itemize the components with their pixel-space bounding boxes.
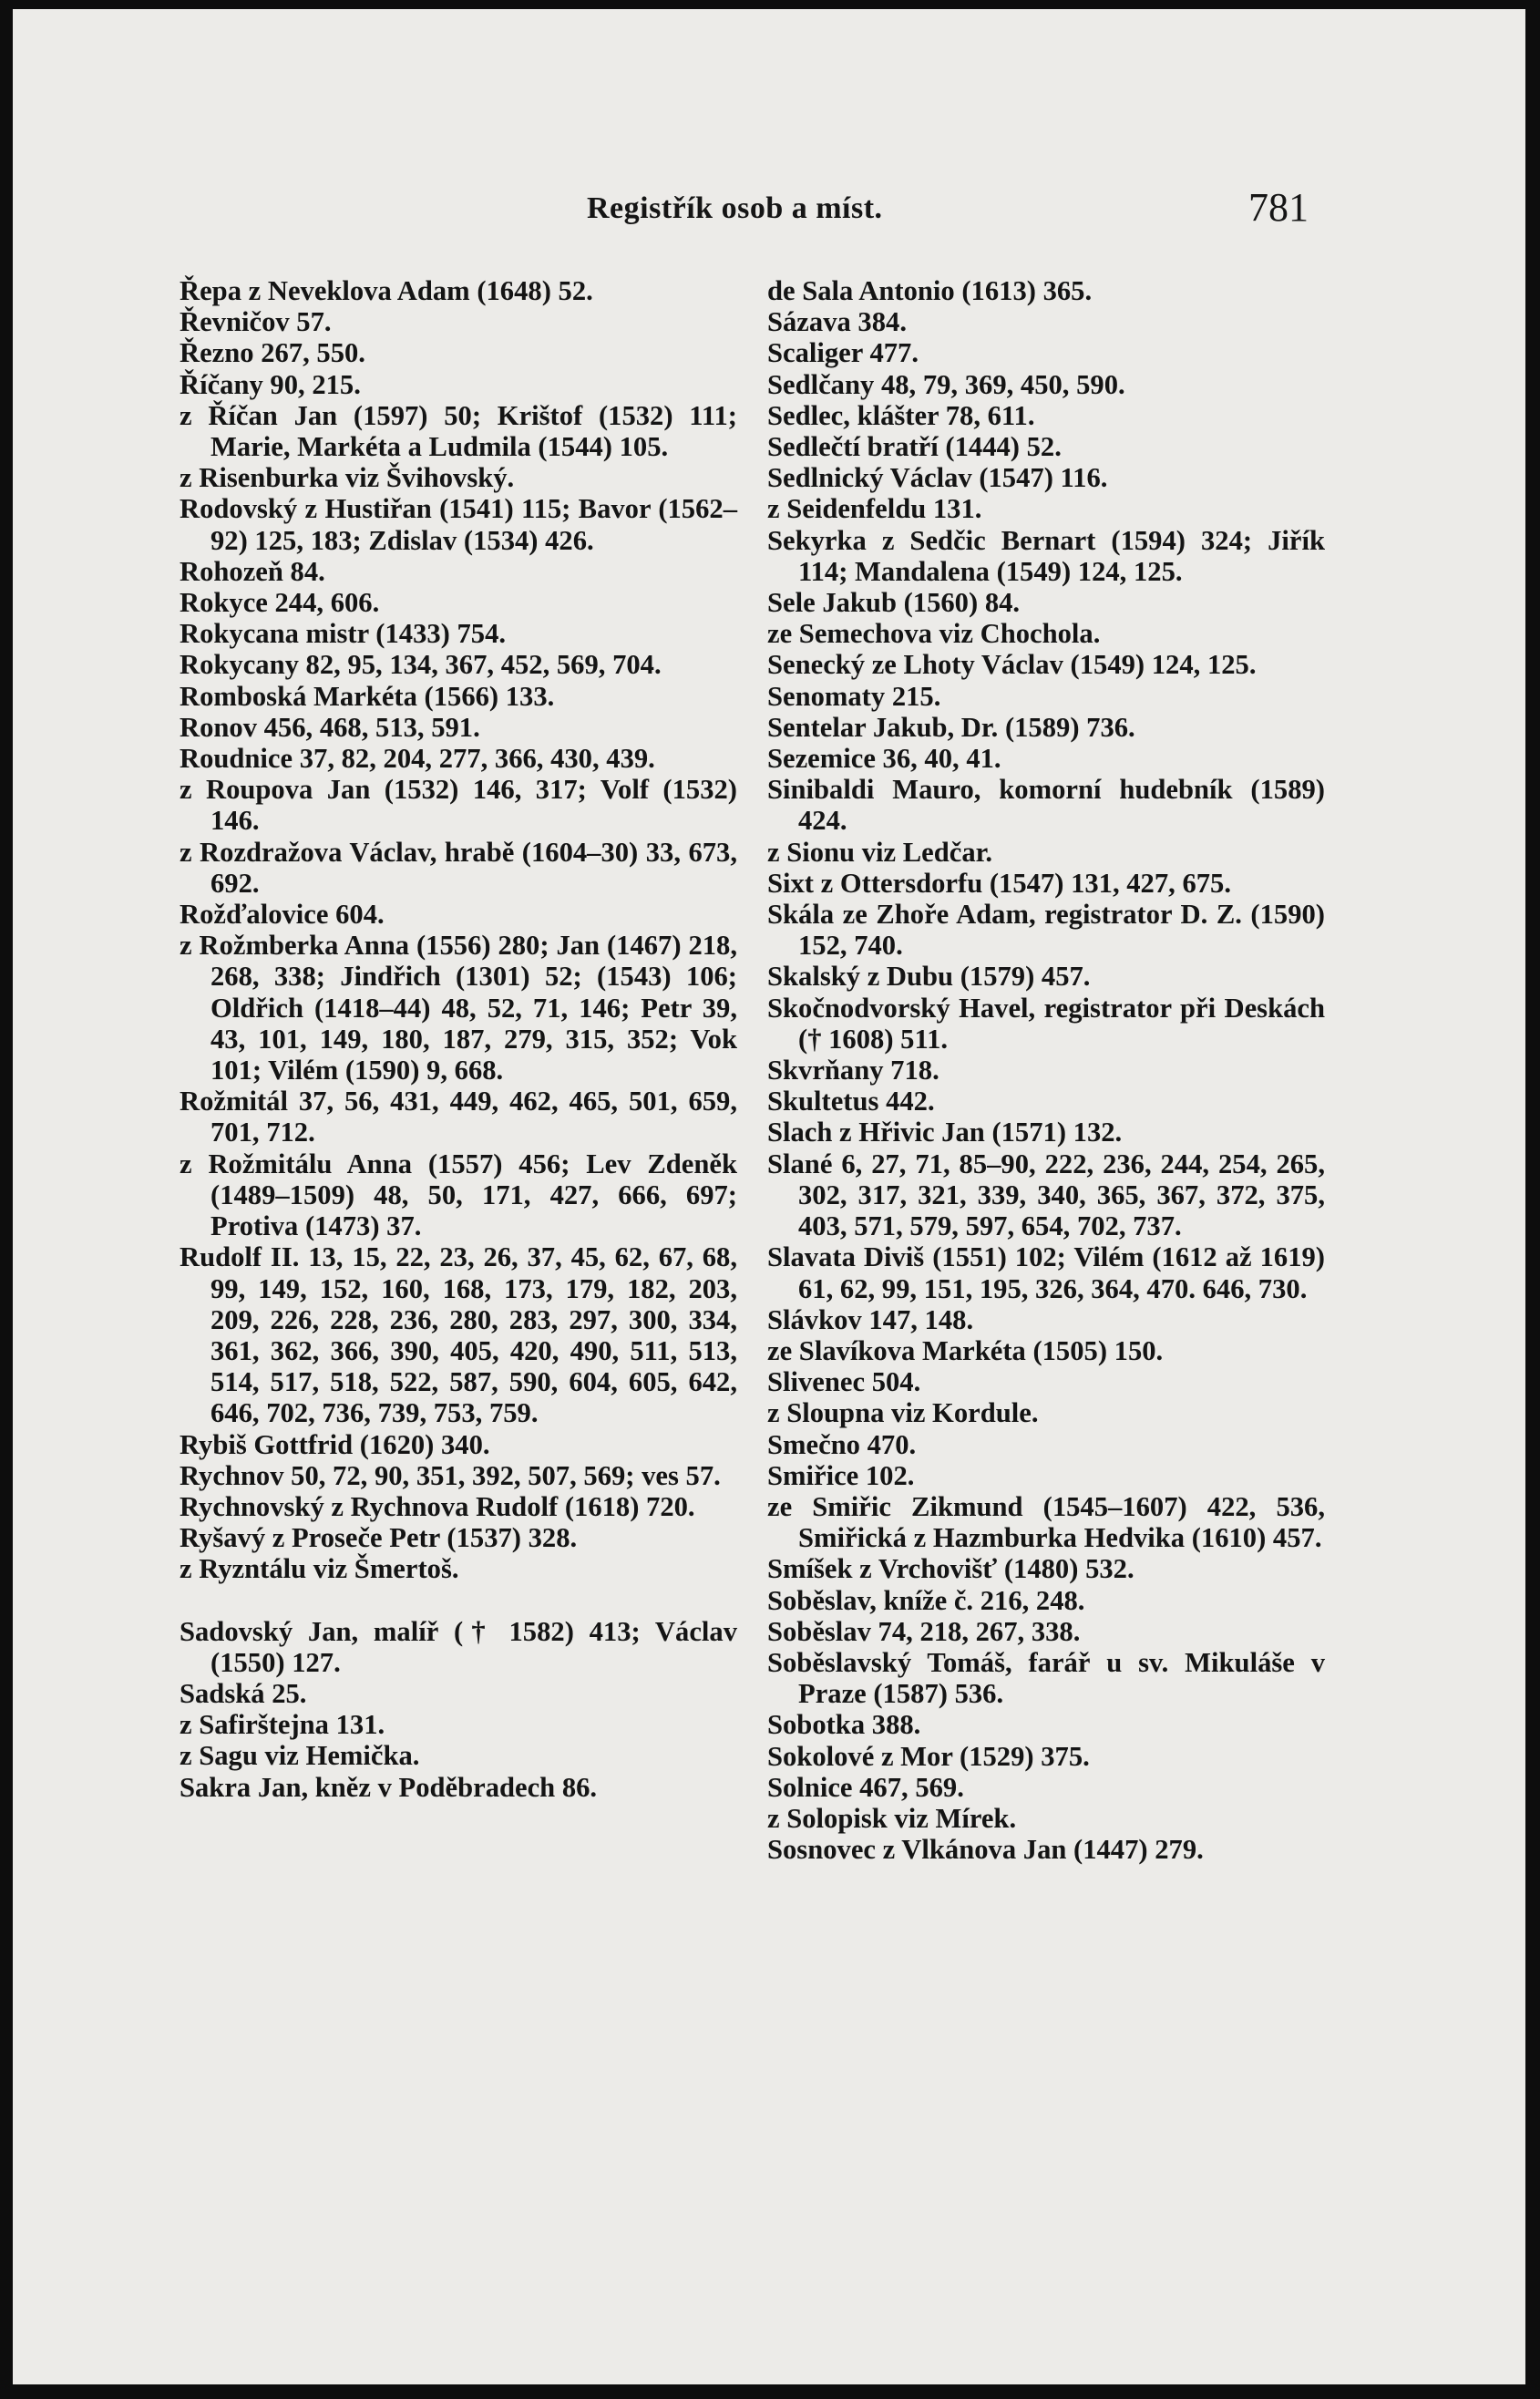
index-entry: Senecký ze Lhoty Václav (1549) 124, 125. <box>767 649 1257 681</box>
index-entry: Řevničov 57. <box>180 306 332 338</box>
index-entry: Řepa z Neveklova Adam (1648) 52. <box>180 275 593 306</box>
index-entry: Skála ze Zhoře Adam, registrator D. Z. (1590) 152, 740. <box>767 899 1325 962</box>
index-entry: Soběslav 74, 218, 267, 338. <box>767 1615 1081 1647</box>
index-entry: Rohozeň 84. <box>180 555 325 587</box>
index-entry: Sekyrka z Sedčic Bernart (1594) 324; Jiřík 114; Mandalena (1549) 124, 125. <box>767 524 1325 587</box>
index-entry: Sosnovec z Vlkánova Jan (1447) 279. <box>767 1834 1204 1866</box>
index-entry: de Sala Antonio (1613) 365. <box>767 275 1093 306</box>
index-entry: Rokycany 82, 95, 134, 367, 452, 569, 704. <box>180 649 662 681</box>
index-entry: ze Smiřic Zikmund (1545–1607) 422, 536, Smiřická z Hazmburka Hedvika (1610) 457. <box>767 1490 1325 1554</box>
index-entry: Sentelar Jakub, Dr. (1589) 736. <box>767 711 1135 743</box>
index-entry: Roudnice 37, 82, 204, 277, 366, 430, 439. <box>180 743 655 775</box>
index-entry: Solnice 467, 569. <box>767 1771 964 1803</box>
section-gap <box>180 1585 737 1616</box>
index-entry: Sedlnický Václav (1547) 116. <box>767 462 1108 494</box>
index-entry: Sedlčany 48, 79, 369, 450, 590. <box>767 368 1125 400</box>
running-title: Registřík osob a míst. <box>587 191 883 225</box>
index-entry: Romboská Markéta (1566) 133. <box>180 680 555 712</box>
index-entry: Sadská 25. <box>180 1677 307 1709</box>
index-entry: Sinibaldi Mauro, komorní hudebník (1589) 424. <box>767 774 1325 837</box>
index-entry: Scaliger 477. <box>767 337 919 369</box>
index-entry: Sadovský Jan, malíř († 1582) 413; Václav (1550) 127. <box>180 1615 737 1678</box>
index-entry: Sokolové z Mor (1529) 375. <box>767 1740 1090 1772</box>
index-entry: z Ryzntálu viz Šmertoš. <box>180 1553 459 1585</box>
index-entry: z Sionu viz Ledčar. <box>767 836 993 868</box>
index-entry: Smiřice 102. <box>767 1459 915 1491</box>
index-entry: Ryšavý z Proseče Petr (1537) 328. <box>180 1522 578 1554</box>
index-entry: z Roupova Jan (1532) 146, 317; Volf (1532) 146. <box>180 774 737 837</box>
index-entry: Smíšek z Vrchovišť (1480) 532. <box>767 1553 1134 1585</box>
index-entry: Rudolf II. 13, 15, 22, 23, 26, 37, 45, 62, 67, 68, 99, 149, 152, 160, 168, 173, 179, 182, 203, 209, 226, 228, 236, 280, 283, 297, 300, 334, 361, 362, 366, 390, 405, 420, 490, 511, 513, 514, 517, 518, 522, 587, 590, 604, 605, 642, 646, 702, 736, 739, 753, 759. <box>180 1241 737 1429</box>
index-entry: Skočnodvorský Havel, registrator při Deskách († 1608) 511. <box>767 992 1325 1055</box>
index-entry: Rožďalovice 604. <box>180 899 385 931</box>
index-entry: Slach z Hřivic Jan (1571) 132. <box>767 1117 1123 1148</box>
index-entry: Rokyce 244, 606. <box>180 587 380 619</box>
index-entry: z Rozdražova Václav, hrabě (1604–30) 33, 673, 692. <box>180 836 737 899</box>
index-entry: z Rožmberka Anna (1556) 280; Jan (1467) 218, 268, 338; Jindřich (1301) 52; (1543) 106; Oldřich (1418–44) 48, 52, 71, 146; Petr 39, 43, 101, 149, 180, 187, 279, 315, 352; Vok 101; Vilém (1590) 9, 668. <box>180 930 737 1086</box>
index-entry: z Sagu viz Hemička. <box>180 1740 420 1772</box>
page-header <box>13 182 1525 237</box>
index-entry: Sakra Jan, kněz v Poděbradech 86. <box>180 1771 598 1803</box>
index-entry: Slané 6, 27, 71, 85–90, 222, 236, 244, 254, 265, 302, 317, 321, 339, 340, 365, 367, 372, 375, 403, 571, 579, 597, 654, 702, 737. <box>767 1148 1325 1242</box>
index-entry: z Rožmitálu Anna (1557) 456; Lev Zdeněk (1489–1509) 48, 50, 171, 427, 666, 697; Protiva (1473) 37. <box>180 1148 737 1242</box>
index-entry: Slivenec 504. <box>767 1366 921 1398</box>
index-entry: z Říčan Jan (1597) 50; Krištof (1532) 111; Marie, Markéta a Ludmila (1544) 105. <box>180 399 737 463</box>
index-entry: z Sloupna viz Kordule. <box>767 1397 1039 1429</box>
page-number: 781 <box>1248 185 1309 230</box>
index-entry: Sedlečtí bratří (1444) 52. <box>767 431 1062 463</box>
index-entry: Sele Jakub (1560) 84. <box>767 587 1021 619</box>
index-entry: ze Slavíkova Markéta (1505) 150. <box>767 1334 1164 1366</box>
index-entry: Soběslav, kníže č. 216, 248. <box>767 1584 1085 1616</box>
index-entry: Řezno 267, 550. <box>180 337 365 369</box>
index-entry: Rychnovský z Rychnova Rudolf (1618) 720. <box>180 1490 695 1522</box>
index-entry: Rožmitál 37, 56, 431, 449, 462, 465, 501, 659, 701, 712. <box>180 1086 737 1148</box>
index-entry: Soběslavský Tomáš, farář u sv. Mikuláše v Praze (1587) 536. <box>767 1646 1325 1710</box>
index-column-right <box>767 275 1325 1865</box>
index-entry: Smečno 470. <box>767 1428 917 1460</box>
index-entry: Sedlec, klášter 78, 611. <box>767 399 1035 431</box>
index-entry: Rybiš Gottfrid (1620) 340. <box>180 1428 490 1460</box>
index-entry: Ronov 456, 468, 513, 591. <box>180 711 480 743</box>
index-entry: Sixt z Ottersdorfu (1547) 131, 427, 675. <box>767 867 1231 899</box>
index-entry: Slávkov 147, 148. <box>767 1303 974 1335</box>
index-entry: Rychnov 50, 72, 90, 351, 392, 507, 569; ves 57. <box>180 1459 721 1491</box>
index-entry: Slavata Diviš (1551) 102; Vilém (1612 až 1619) 61, 62, 99, 151, 195, 326, 364, 470. 646, 730. <box>767 1241 1325 1304</box>
index-entry: Rokycana mistr (1433) 754. <box>180 618 507 650</box>
index-entry: Skultetus 442. <box>767 1086 935 1117</box>
index-entry: Sobotka 388. <box>767 1709 921 1741</box>
index-entry: z Risenburka viz Švihovský. <box>180 462 515 494</box>
index-entry: ze Semechova viz Chochola. <box>767 618 1101 650</box>
index-column-left <box>180 275 737 1803</box>
index-entry: Říčany 90, 215. <box>180 368 361 400</box>
index-entry: z Solopisk viz Mírek. <box>767 1802 1017 1834</box>
document-page <box>13 9 1525 2384</box>
index-entry: z Safirštejna 131. <box>180 1709 385 1741</box>
index-entry: Rodovský z Hustiřan (1541) 115; Bavor (1562–92) 125, 183; Zdislav (1534) 426. <box>180 493 737 556</box>
index-entry: Senomaty 215. <box>767 680 941 712</box>
index-entry: z Seidenfeldu 131. <box>767 493 982 525</box>
index-entry: Skalský z Dubu (1579) 457. <box>767 961 1091 993</box>
index-entry: Sezemice 36, 40, 41. <box>767 743 1001 775</box>
index-entry: Skvrňany 718. <box>767 1055 939 1086</box>
index-entry: Sázava 384. <box>767 306 907 338</box>
